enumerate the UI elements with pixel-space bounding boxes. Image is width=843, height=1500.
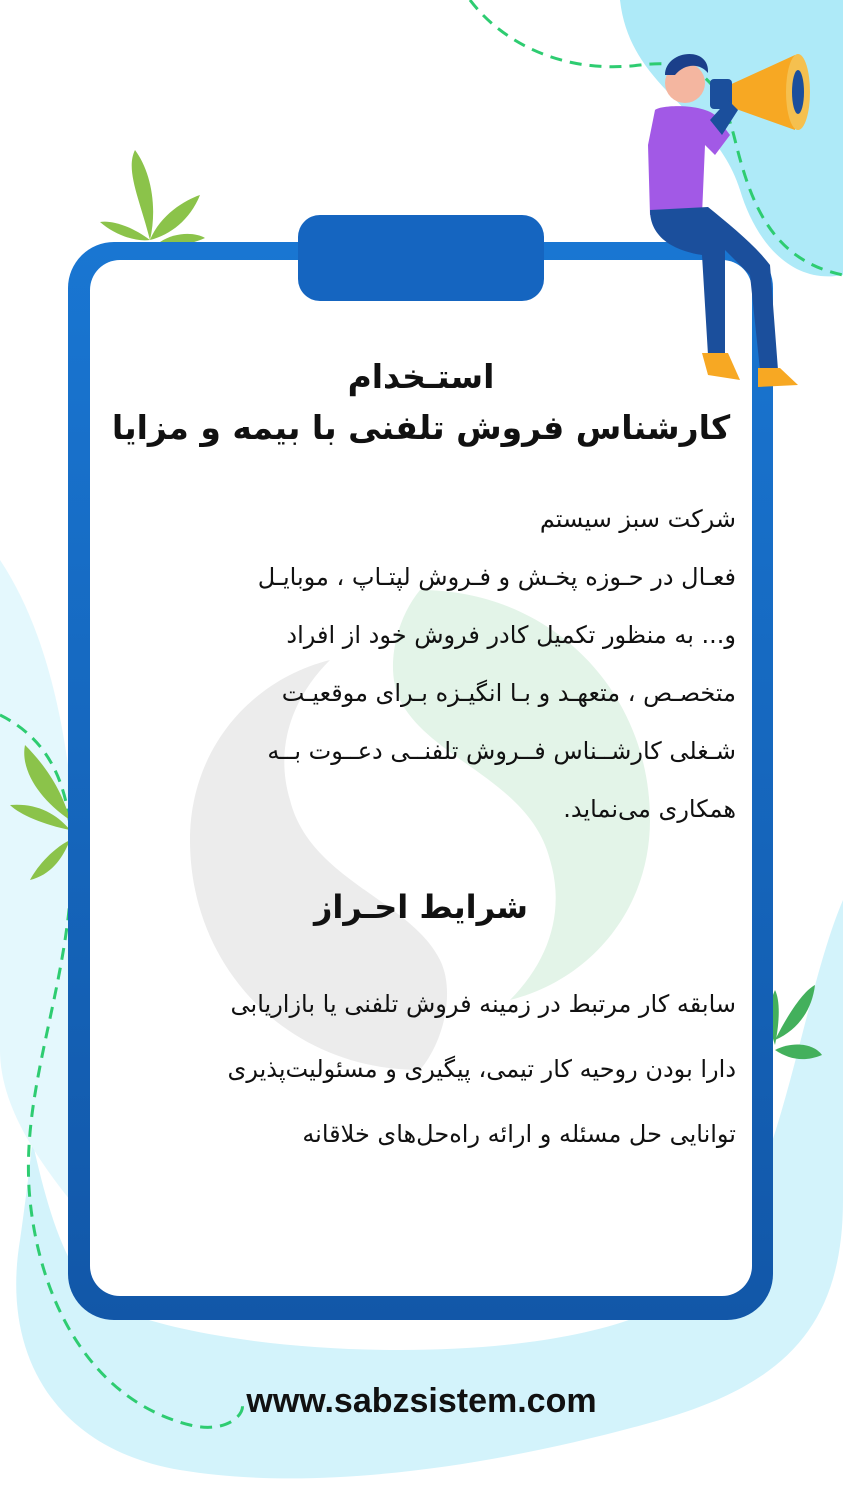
intro-line: همکاری می‌نماید. xyxy=(563,795,736,823)
requirements-list xyxy=(96,972,736,1167)
headline-hiring: استـخدام xyxy=(347,357,495,396)
left-blob xyxy=(0,560,70,1200)
intro-line: و... به منظور تکمیل کادر فروش خود از افراد xyxy=(286,621,736,649)
intro-line: شرکت سبز سیستم xyxy=(539,505,736,533)
intro-line: متخصـص ، متعهـد و بـا انگیـزه بـرای موقعیـت xyxy=(281,679,736,707)
requirement-item: سابقه کار مرتبط در زمینه فروش تلفنی یا بازاریابی xyxy=(230,990,736,1018)
intro-line: فعـال در حـوزه پخـش و فـروش لپتـاپ ، موبایـل xyxy=(257,563,736,591)
leaf-top-left xyxy=(100,150,205,244)
requirement-item: دارا بودن روحیه کار تیمی، پیگیری و مسئولیت‌پذیری xyxy=(227,1055,736,1083)
intro-paragraph xyxy=(106,490,736,838)
job-ad-content xyxy=(100,340,742,1280)
headline-job-title: کارشناس فروش تلفنی با بیمه و مزایا xyxy=(111,408,731,447)
website-url: www.sabzsistem.com xyxy=(246,1382,597,1420)
requirements-title: شرایط احـراز xyxy=(313,888,529,926)
intro-line: شـغلی کارشــناس فــروش تلفنــی دعــوت بــه xyxy=(267,737,736,765)
clipboard-clip xyxy=(298,215,544,301)
requirement-item: توانایی حل مسئله و ارائه راه‌حل‌های خلاقانه xyxy=(302,1120,736,1148)
